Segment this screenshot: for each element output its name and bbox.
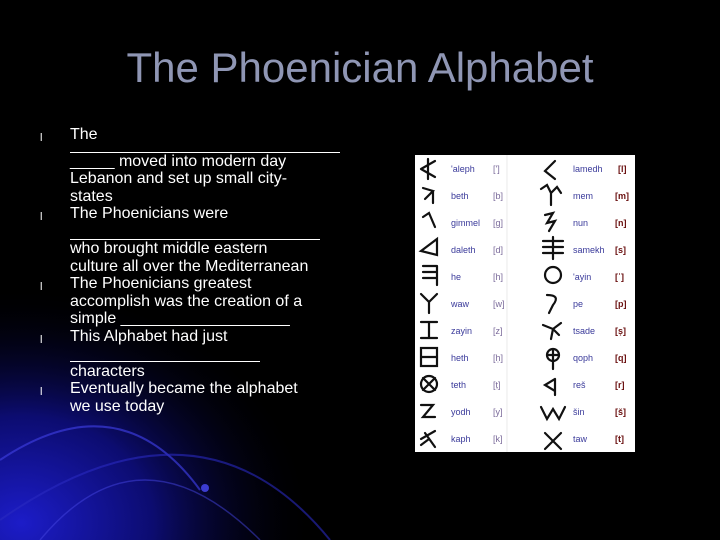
letter-name: 'aleph xyxy=(451,164,475,174)
bullet-line: This Alphabet had just xyxy=(70,327,228,345)
letter-transliteration: [q] xyxy=(615,353,627,363)
letter-transliteration: [ṭ] xyxy=(493,380,501,390)
aleph-glyph xyxy=(421,159,435,179)
bullet-marker: l xyxy=(40,333,43,346)
phoenician-glyphs xyxy=(415,155,635,452)
bullet-item xyxy=(40,328,340,381)
letter-transliteration: [z] xyxy=(493,326,503,336)
letter-name: yodh xyxy=(451,407,471,417)
bullet-line: The xyxy=(70,126,98,143)
letter-name: reš xyxy=(573,380,586,390)
samekh-glyph xyxy=(543,237,563,259)
letter-transliteration: [s] xyxy=(615,245,626,255)
bullet-item xyxy=(40,380,340,415)
mem-glyph xyxy=(541,185,561,205)
letter-name: teth xyxy=(451,380,467,390)
bullet-line: who brought middle eastern xyxy=(70,240,268,257)
letter-transliteration: [l] xyxy=(618,164,627,174)
letter-name: heth xyxy=(451,353,469,363)
letter-name: taw xyxy=(573,434,588,444)
teth-glyph xyxy=(421,376,437,392)
daleth-glyph xyxy=(421,239,437,255)
bullet-line: states xyxy=(70,187,113,205)
letter-name: zayin xyxy=(451,326,473,336)
bullet-marker: l xyxy=(40,132,43,144)
letter-name: he xyxy=(451,272,462,282)
letter-name: waw xyxy=(451,299,470,309)
letter-name: šin xyxy=(573,407,585,417)
letter-name: lamedh xyxy=(573,164,603,174)
bullet-line: The Phoenicians greatest xyxy=(70,275,252,292)
bullet-marker: l xyxy=(40,281,43,293)
letter-transliteration: [r] xyxy=(615,380,625,390)
bullet-marker: l xyxy=(40,386,43,398)
bullet-line xyxy=(70,144,340,153)
letter-transliteration: [d] xyxy=(493,245,504,255)
letter-name: daleth xyxy=(451,245,476,255)
letter-transliteration: [n] xyxy=(615,218,627,228)
letter-transliteration: [k] xyxy=(493,434,503,444)
tsade-glyph xyxy=(543,323,561,339)
bullet-item xyxy=(40,205,340,275)
slide-title: The Phoenician Alphabet xyxy=(126,44,594,91)
fill-in-blank xyxy=(70,345,260,362)
letter-name: tsade xyxy=(573,326,596,336)
letter-name: 'ayin xyxy=(573,272,592,282)
heth-glyph xyxy=(421,348,437,366)
letter-name: gimmel xyxy=(451,218,481,228)
kaph-glyph xyxy=(421,431,435,447)
letter-name: kaph xyxy=(451,434,471,444)
bullet-line: characters xyxy=(70,362,145,380)
letter-transliteration: [b] xyxy=(493,191,504,201)
bullet-line: Eventually became the alphabet xyxy=(70,380,298,397)
letter-name: qoph xyxy=(573,353,594,363)
letter-transliteration: [ʿ] xyxy=(615,272,624,282)
bullet-line xyxy=(70,223,340,241)
zayin-glyph xyxy=(421,322,437,338)
bullet-line: The Phoenicians were xyxy=(70,205,229,222)
letter-name: beth xyxy=(451,191,469,201)
beth-glyph xyxy=(423,188,433,203)
letter-transliteration: [m] xyxy=(615,191,629,201)
alphabet-table xyxy=(415,155,635,452)
bullet-marker: l xyxy=(40,211,43,223)
letter-transliteration: [y] xyxy=(493,407,503,417)
gimmel-glyph xyxy=(423,213,435,227)
bullet-line: culture all over the Mediterranean xyxy=(70,257,309,275)
nun-glyph xyxy=(545,213,555,231)
letter-name: pe xyxy=(573,299,584,309)
lamedh-glyph xyxy=(545,161,555,179)
letter-transliteration: [h] xyxy=(493,272,504,282)
sin-glyph xyxy=(541,407,565,419)
bullet-line: _____ moved into modern day xyxy=(70,152,287,170)
bullet-line: accomplish was the creation of a xyxy=(70,292,303,310)
letter-name: mem xyxy=(573,191,593,201)
ayin-glyph xyxy=(545,267,561,283)
letter-transliteration: [t] xyxy=(615,434,624,444)
letter-transliteration: [p] xyxy=(615,299,627,309)
bullet-list xyxy=(40,126,340,415)
bullet-line: simple ___________________ xyxy=(70,310,290,327)
bullet-item xyxy=(40,275,340,328)
letter-transliteration: [w] xyxy=(493,299,505,309)
pe-glyph xyxy=(547,295,556,313)
res-glyph xyxy=(545,379,555,395)
letter-transliteration: [ṣ] xyxy=(615,326,626,336)
letter-transliteration: ['] xyxy=(493,164,500,174)
fill-in-blank xyxy=(70,144,340,153)
waw-glyph xyxy=(421,294,437,313)
he-glyph xyxy=(423,266,437,285)
letter-transliteration: [g] xyxy=(493,218,504,228)
bullet-item xyxy=(40,126,340,205)
letter-name: nun xyxy=(573,218,589,228)
letter-name: samekh xyxy=(573,245,605,255)
letter-transliteration: [ḥ] xyxy=(493,353,504,363)
bullet-line: we use today xyxy=(70,397,165,415)
fill-in-blank xyxy=(70,223,320,240)
qoph-glyph xyxy=(547,349,559,369)
bullet-line: Lebanon and set up small city- xyxy=(70,170,288,187)
yodh-glyph xyxy=(421,405,435,417)
letter-transliteration: [š] xyxy=(615,407,626,417)
bullet-line xyxy=(70,345,340,363)
taw-glyph xyxy=(545,433,561,449)
